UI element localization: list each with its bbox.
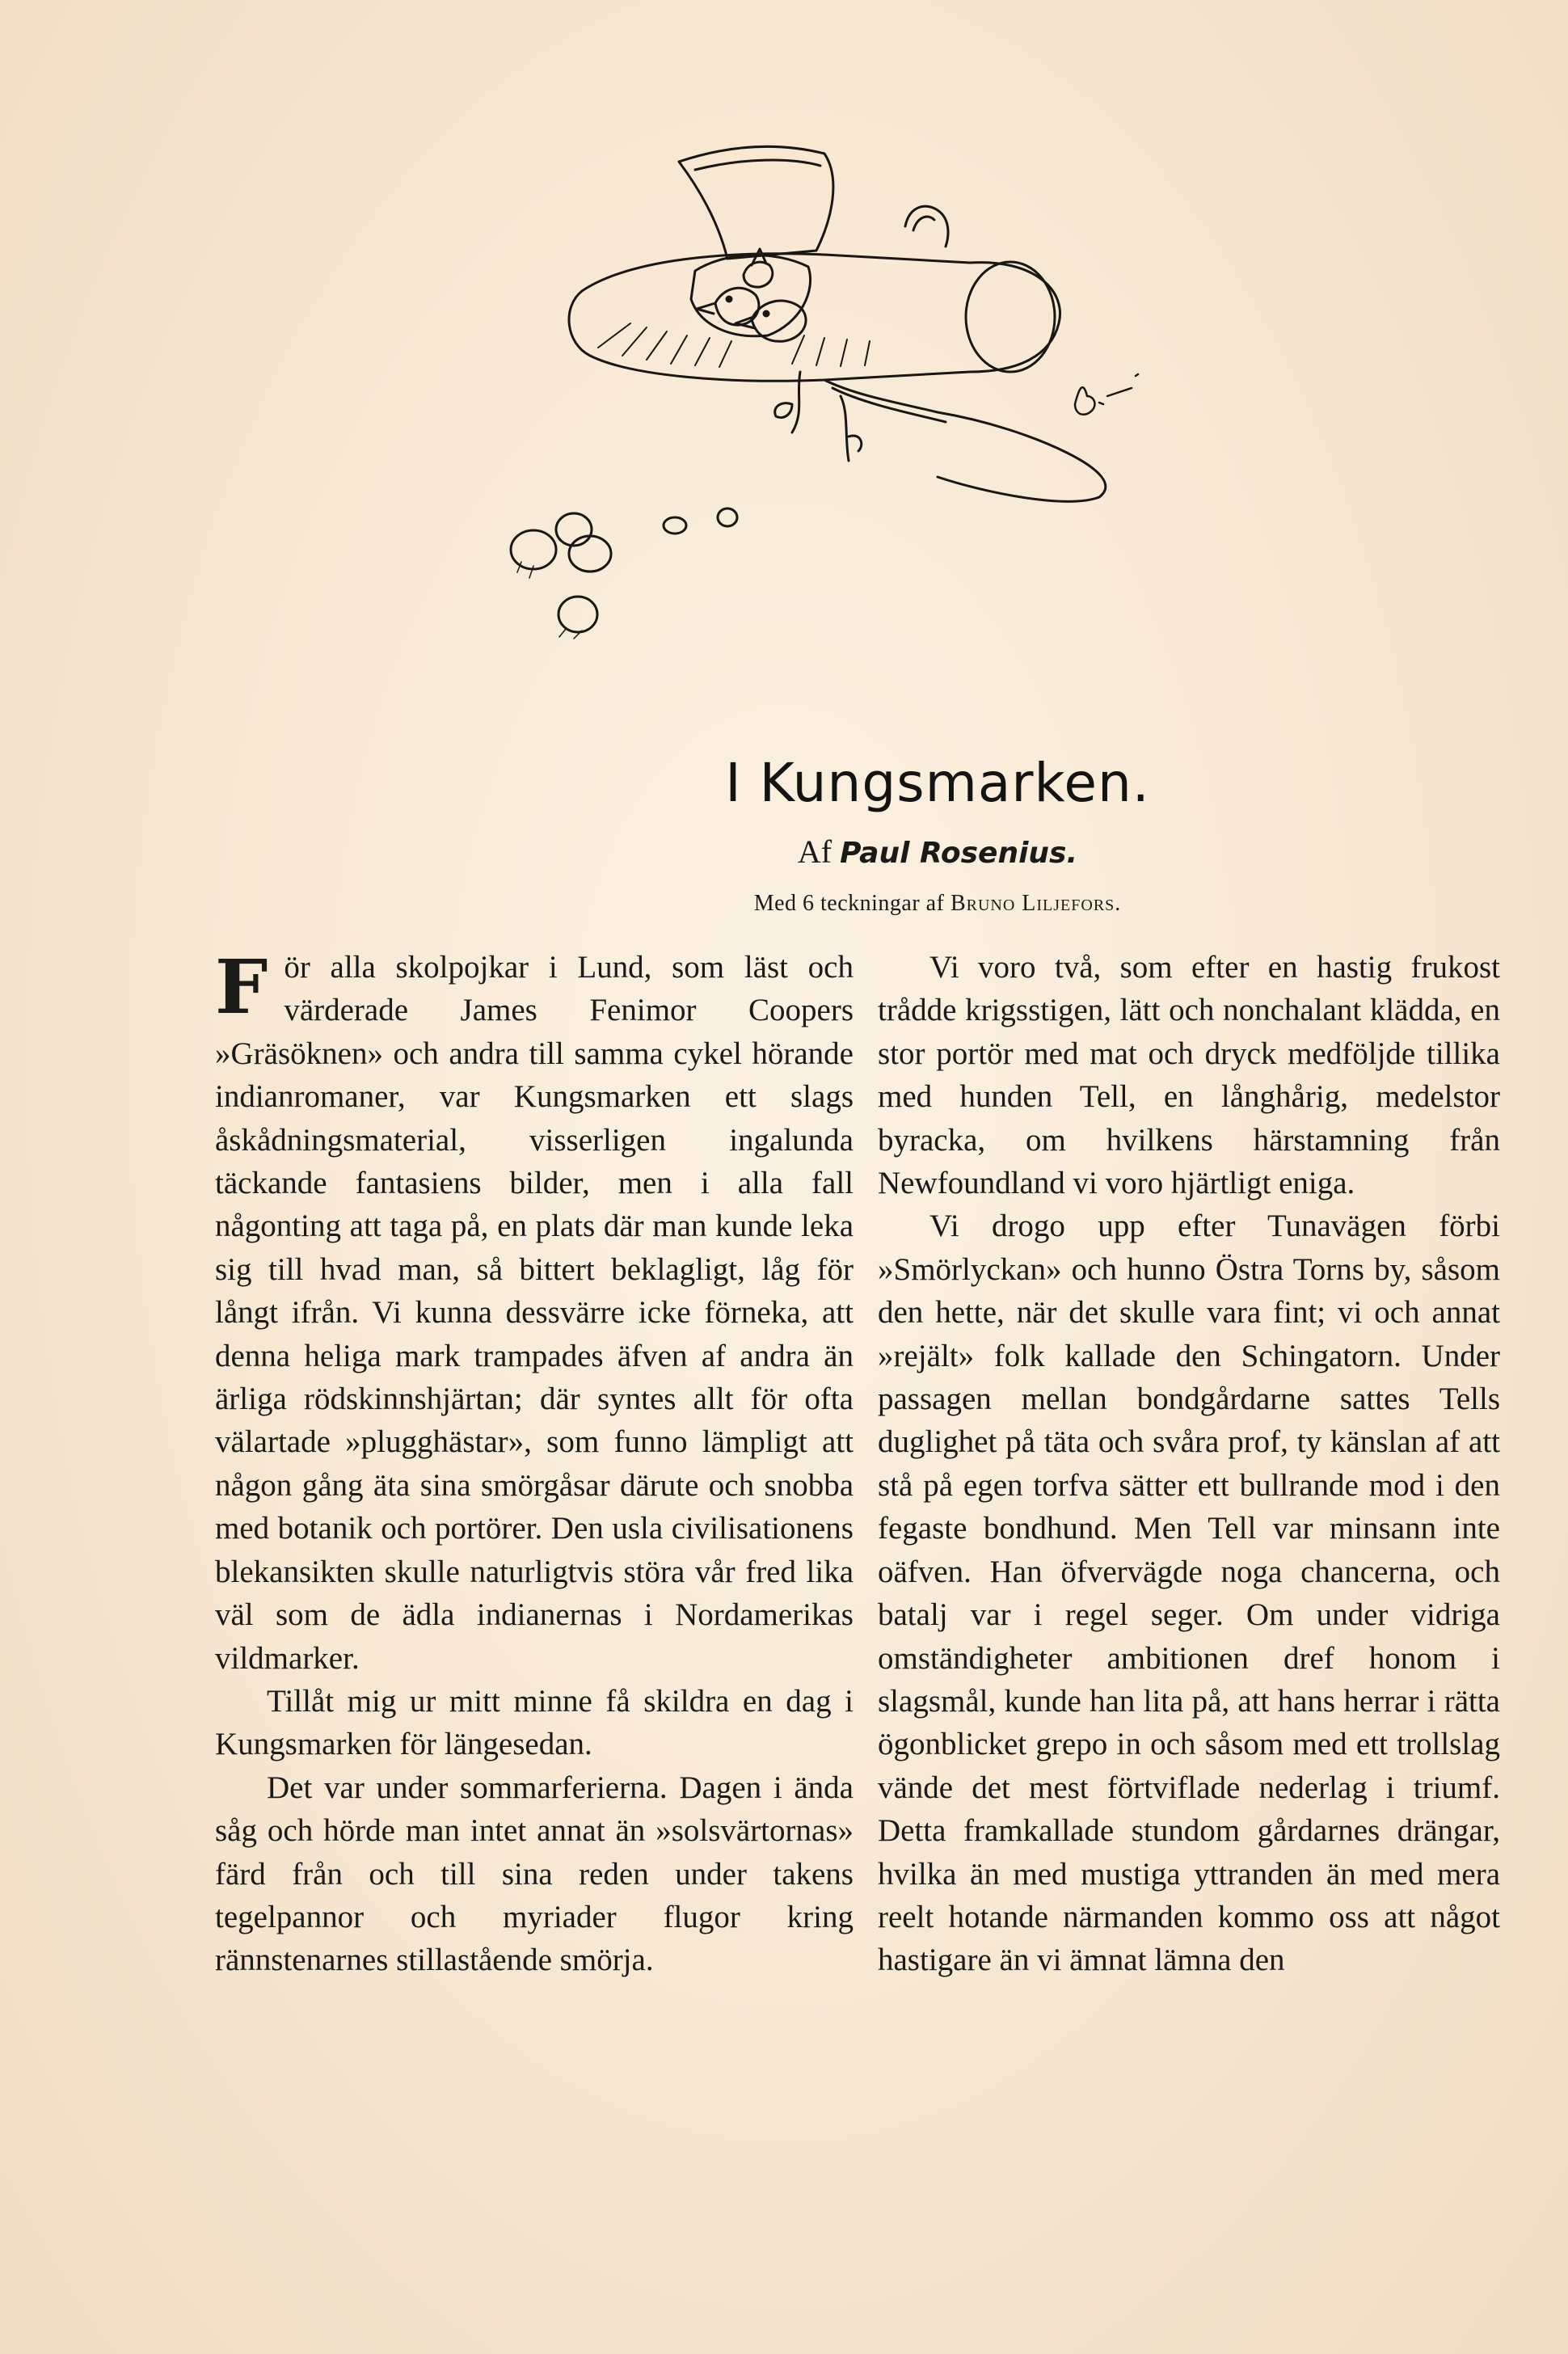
- paragraph: Det var under sommarferierna. Dagen i ända såg och hörde man intet annat än »solsvärtornas» färd från och till sina reden under takens tegelpannor och myriader flugor kring rännstenarnes stillastående smörja.: [215, 1770, 854, 1978]
- botany-case-with-birds-illustration: [485, 129, 1212, 679]
- author-name: Paul Rosenius.: [840, 837, 1078, 870]
- right-text-column: [878, 946, 1500, 1982]
- paragraph: Vi voro två, som efter en hastig frukost trådde krigsstigen, lätt och nonchalant klädda, en stor portör med mat och dryck medföljde tillika med hunden Tell, en långhårig, medelstor byracka, om hvilkens härstamning från Newfoundland vi voro hjärtligt eniga.: [878, 950, 1500, 1201]
- byline: [614, 833, 1261, 871]
- credit-prefix: Med 6 teckningar af: [753, 891, 945, 916]
- left-text-column: [215, 943, 854, 1982]
- paragraph-text: ör alla skolpojkar i Lund, som läst och värderade James Fenimor Coopers »Gräsöknen» och andra till samma cykel hörande indianromaner, var Kungsmarken ett slags åskådningsmaterial, visserligen ingalunda täckande fantasiens bilder, men i alla fall någonting att taga på, en plats där man kunde leka sig till hvad man, så bittert beklagligt, låg för långt ifrån. Vi kunna dessvärre icke förneka, att denna heliga mark trampades äfven af andra än ärliga rödskinnshjärtan; där syntes allt för ofta välartade »plugghästar», som funno lämpligt att någon gång äta sina smörgåsar därute och snobba med botanik och portörer. Den usla civilisationens blekansikten skulle naturligtvis störa vår fred lika väl som de ädla indianernas i Nordamerikas vildmarker.: [215, 950, 854, 1676]
- drop-cap: F: [215, 943, 268, 1031]
- illustration-credit: [614, 891, 1261, 917]
- paragraph: Tillåt mig ur mitt minne få skildra en dag i Kungsmarken för längesedan.: [215, 1683, 854, 1762]
- paragraph: [215, 943, 854, 1680]
- byline-prefix: Af: [797, 833, 832, 870]
- illustrator-name: Bruno Liljefors.: [950, 891, 1122, 916]
- article-title: I Kungsmarken.: [725, 752, 1150, 814]
- paragraph: Vi drogo upp efter Tunavägen förbi »Smörlyckan» och hunno Östra Torns by, såsom den hette, när det skulle vara fint; vi och annat »rejält» folk kallade den Schingatorn. Under passagen mellan bondgårdarne sattes Tells duglighet på täta och svåra prof, ty känslan af att stå på egen torfva sätter ett bullrande mod i den fegaste bondhund. Men Tell var minsann inte oäfven. Han öfvervägde noga chancerna, och batalj var i regel seger. Om under vidriga omständigheter ambitionen dref honom i slagsmål, kunde han lita på, att hans herrar i rätta ögonblicket grepo in och såsom med ett trollslag vände det mest förtviflade nederlag i triumf. Detta framkallade stundom gårdarnes drängar, hvilka än med mustiga yttranden än med mera reelt hotande närmanden kommo oss att något hastigare än vi ämnat lämna den: [878, 1209, 1500, 1978]
